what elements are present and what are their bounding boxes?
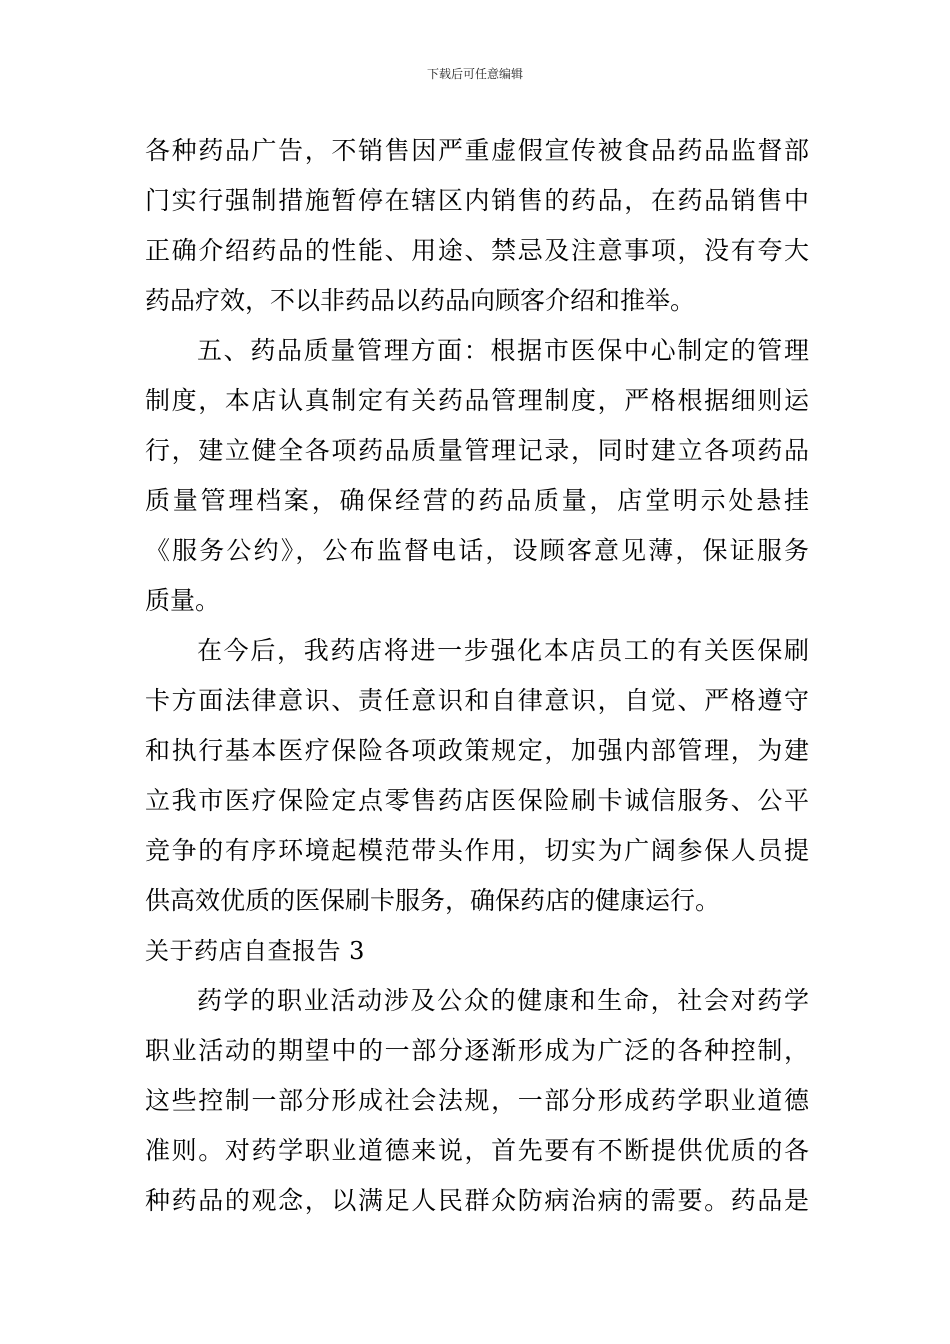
text-line: 种药品的观念，以满足人民群众防病治病的需要。药品是 xyxy=(145,1186,809,1215)
text-line: 竞争的有序环境起模范带头作用，切实为广阔参保人员提 xyxy=(145,836,809,865)
paragraph xyxy=(145,126,809,326)
paragraph xyxy=(145,326,809,626)
section-heading: 关于药店自查报告 3 xyxy=(145,937,365,965)
text-line: 准则。对药学职业道德来说，首先要有不断提供优质的各 xyxy=(145,1136,809,1165)
text-line: 质量。 xyxy=(145,586,221,615)
text-line: 药学的职业活动涉及公众的健康和生命，社会对药学 xyxy=(197,986,809,1015)
text-line: 各种药品广告，不销售因严重虚假宣传被食品药品监督部 xyxy=(145,136,809,165)
paragraph xyxy=(145,976,809,1226)
text-line: 卡方面法律意识、责任意识和自律意识，自觉、严格遵守 xyxy=(145,686,809,715)
text-line: 门实行强制措施暂停在辖区内销售的药品，在药品销售中 xyxy=(145,186,809,215)
text-line: 立我市医疗保险定点零售药店医保险刷卡诚信服务、公平 xyxy=(145,786,809,815)
text-line: 制度，本店认真制定有关药品管理制度，严格根据细则运 xyxy=(145,386,809,415)
text-line: 这些控制一部分形成社会法规，一部分形成药学职业道德 xyxy=(145,1086,809,1115)
page-header: 下载后可任意编辑 xyxy=(426,67,523,81)
text-line: 正确介绍药品的性能、用途、禁忌及注意事项，没有夸大 xyxy=(145,236,809,265)
text-line: 质量管理档案，确保经营的药品质量，店堂明示处悬挂 xyxy=(145,486,809,515)
text-line: 《服务公约》，公布监督电话，设顾客意见薄，保证服务 xyxy=(145,536,809,565)
text-line: 供高效优质的医保刷卡服务，确保药店的健康运行。 xyxy=(145,886,721,915)
document-body xyxy=(145,126,809,1226)
text-line: 行，建立健全各项药品质量管理记录，同时建立各项药品 xyxy=(145,436,809,465)
text-line: 药品疗效，不以非药品以药品向顾客介绍和推举。 xyxy=(145,286,696,315)
paragraph xyxy=(145,626,809,926)
text-line: 职业活动的期望中的一部分逐渐形成为广泛的各种控制， xyxy=(145,1036,809,1065)
text-line: 和执行基本医疗保险各项政策规定，加强内部管理，为建 xyxy=(145,736,809,765)
text-line: 五、药品质量管理方面：根据市医保中心制定的管理 xyxy=(197,336,809,365)
text-line: 在今后，我药店将进一步强化本店员工的有关医保刷 xyxy=(197,636,809,665)
